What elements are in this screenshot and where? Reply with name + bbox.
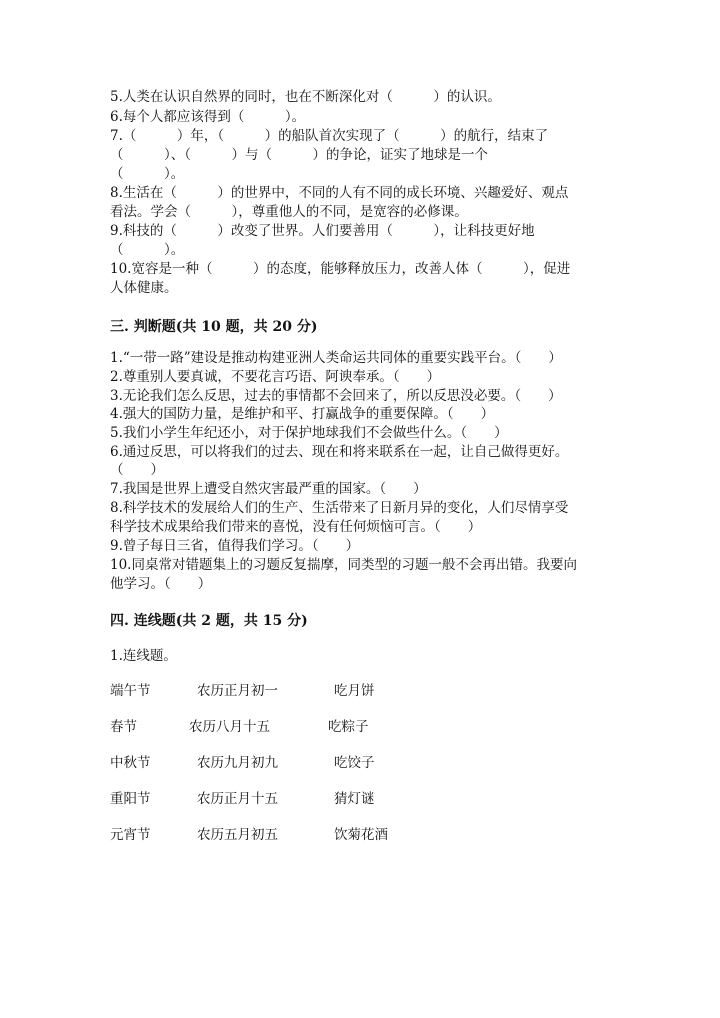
matching-question: 1.连线题。 [110,648,177,664]
judgement-line: 科学技术成果给我们带来的喜悦，没有任何烦恼可言。（ ） [110,519,482,535]
fill-blank-line: （ ）、（ ）与（ ）的争论，证实了地球是一个 [110,147,488,163]
section-title-judgement: 三. 判断题(共 10 题，共 20 分) [110,319,318,335]
matching-custom: 吃月饼 [334,683,375,699]
matching-date: 农历九月初九 [197,755,278,771]
matching-date: 农历正月十五 [197,791,278,807]
fill-blank-line: 看法。学会（ ），尊重他人的不同，是宽容的必修课。 [110,204,468,220]
fill-blank-line: （ ）。 [110,166,185,182]
judgement-line: 5.我们小学生年纪还小，对于保护地球我们不会做些什么。（ ） [110,425,508,441]
matching-custom: 吃饺子 [334,755,375,771]
judgement-line: 他学习。（ ） [110,576,212,592]
fill-blank-line: 7.（ ）年，（ ）的船队首次实现了（ ）的航行，结束了 [110,128,549,144]
fill-blank-line: 人体健康。 [110,280,178,296]
matching-festival: 端午节 [110,683,151,699]
judgement-line: 2.尊重别人要真诚，不要花言巧语、阿谀奉承。（ ） [110,369,441,385]
fill-blank-line: （ ）。 [110,242,185,258]
matching-custom: 吃粽子 [328,719,369,735]
matching-festival: 春节 [110,719,137,735]
matching-festival: 中秋节 [110,755,151,771]
judgement-line: 7.我国是世界上遭受自然灾害最严重的国家。（ ） [110,481,427,497]
matching-date: 农历正月初一 [197,683,278,699]
matching-custom: 饮菊花酒 [334,827,388,843]
fill-blank-line: 6.每个人都应该得到（ ）。 [110,109,306,125]
judgement-line: （ ） [110,462,164,478]
judgement-line: 9.曾子每日三省，值得我们学习。（ ） [110,538,360,554]
judgement-line: 3.无论我们怎么反思，过去的事情都不会回来了，所以反思没必要。（ ） [110,388,562,404]
fill-blank-line: 5.人类在认识自然界的同时，也在不断深化对（ ）的认识。 [110,89,501,105]
matching-custom: 猜灯谜 [334,791,375,807]
fill-blank-line: 10.宽容是一种（ ）的态度，能够释放压力，改善人体（ ），促进 [110,261,571,277]
matching-date: 农历八月十五 [189,719,270,735]
matching-festival: 重阳节 [110,791,151,807]
matching-festival: 元宵节 [110,827,151,843]
judgement-line: 1.“一带一路”建设是推动构建亚洲人类命运共同体的重要实践平台。（ ） [110,350,562,366]
section-title-matching: 四. 连线题(共 2 题，共 15 分) [110,613,308,629]
judgement-line: 4.强大的国防力量，是维护和平、打赢战争的重要保障。（ ） [110,406,495,422]
matching-date: 农历五月初五 [197,827,278,843]
judgement-line: 6.通过反思，可以将我们的过去、现在和将来联系在一起，让自己做得更好。 [110,444,569,460]
judgement-line: 10.同桌常对错题集上的习题反复揣摩，同类型的习题一般不会再出错。我要向 [110,557,577,573]
fill-blank-line: 8.生活在（ ）的世界中，不同的人有不同的成长环境、兴趣爱好、观点 [110,185,569,201]
judgement-line: 8.科学技术的发展给人们的生产、生活带来了日新月异的变化，人们尽情享受 [110,500,569,516]
fill-blank-line: 9.科技的（ ）改变了世界。人们要善用（ ），让科技更好地 [110,223,535,239]
